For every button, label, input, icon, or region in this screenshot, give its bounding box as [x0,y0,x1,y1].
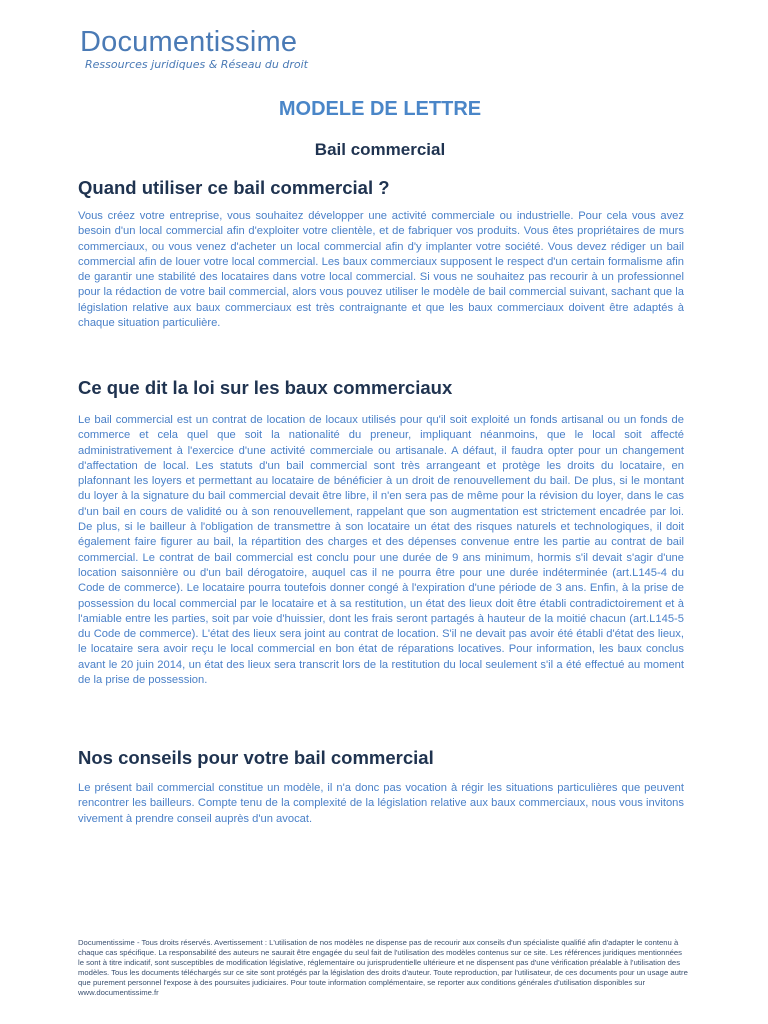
section-heading: Quand utiliser ce bail commercial ? [78,177,390,198]
section-when-to-use [78,177,684,331]
section-advice [78,747,684,827]
section-body: Vous créez votre entreprise, vous souhaitez développer une activité commerciale ou industrielle. Pour cela vous avez besoin d'un local commercial afin d'exploiter votre clientèle, et de fabriquer vos produits. Vous êtes propriétaires de murs commerciaux, ou vous venez d'acheter un local commercial afin d'y implanter votre société. Vous devez rédiger un bail commercial afin de louer votre local commercial. Les baux commerciaux supposent le respect d'un certain formalisme afin de garantir une stabilité des locataires dans votre local commercial. Si vous ne souhaitez pas recourir à un professionnel pour la rédaction de votre bail commercial, alors vous pouvez utiliser le modèle de bail commercial suivant, sachant que la législation relative aux baux commerciaux est très contraignante et que les baux commerciaux doivent être adaptés à chaque situation particulière. [78,210,684,330]
section-body: Le bail commercial est un contrat de location de locaux utilisés pour qu'il soit exploité un fonds artisanal ou un fonds de commerce et cela quel que soit la nationalité du preneur, impliquant néanmoins, que le local soit affecté administrativement à l'exercice d'une activité commerciale ou artisanale. A défaut, il faudra opter pour un changement d'affectation de local. Les statuts d'un bail commercial sont très arrangeant et protège les droits du locataire, en plafonnant les loyers et permettant au locataire de bénéficier à un droit de renouvellement du bail. De plus, si le montant du loyer à la signature du bail commercial devait être libre, il n'en sera pas de même pour la révision du loyer, dans le cas d'un bail en cours de validité ou à son renouvellement, rappelant que son augmentation est strictement encadrée par loi. De plus, si le bailleur à l'obligation de transmettre à son locataire un état des risques naturels et technologiques, il doit également faire figurer au bail, la répartition des charges et des dépenses convenue entre les partie au contrat de bail commercial. Le contrat de bail commercial est conclu pour une durée de 9 ans minimum, hormis s'il devait s'agir d'une location saisonnière ou d'un bail dérogatoire, auquel cas il ne pourra être pour une durée indéterminée (art.L145-4 du Code de commerce). Le locataire pourra toutefois donner congé à l'expiration d'une période de 3 ans. Enfin, à la prise de possession du local commercial par le locataire et à sa restitution, un état des lieux doit être établi contradictoirement et à l'amiable entre les parties, soit par voie d'huissier, dont les frais seront partagés à hauteur de la moitié chacun (art.L145-5 du Code de commerce). L'état des lieux sera joint au contrat de location. S'il ne devait pas avoir été établi d'état des lieux, le locataire sera avoir reçu le local commercial en bon état de réparations locatives. Pour information, les baux conclus avant le 20 juin 2014, un état des lieux sera transcrit lors de la restitution du local seulement s'il a été effectué au moment de la prise de possession. [78,414,684,687]
section-heading: Ce que dit la loi sur les baux commerciaux [78,377,453,398]
legal-footer: Documentissime - Tous droits réservés. Avertissement : L'utilisation de nos modèles ne dispense pas de recourir aux conseils d'un spécialiste qualifié afin d'adapter le contenu à chaque cas spécifique. La responsabilité des auteurs ne saurait être engagée du seul fait de l'utilisation des modèles contenus sur ce site. Les références juridiques mentionnées le sont à titre indicatif, sont susceptibles de modification législative, réglementaire ou jurisprudentielle ultérieure et ne dispensent pas d'une vérification préalable à l'utilisation des modèles. Tous les documents téléchargés sur ce site sont protégés par la législation des droits d'auteur. Toute reproduction, par l'utilisateur, de ces documents pour un usage autre que purement personnel l'expose à des poursuites judiciaires. Pour toute information complémentaire, se reporter aux conditions générales d'utilisation disponibles sur www.documentissime.fr [78,938,688,997]
document-type-heading: MODELE DE LETTRE [278,98,482,120]
document-title: Bail commercial [314,140,446,159]
section-law [78,377,684,688]
section-heading: Nos conseils pour votre bail commercial [78,747,434,768]
logo-tagline: Ressources juridiques & Réseau du droit [85,58,308,71]
section-body: Le présent bail commercial constitue un modèle, il n'a donc pas vocation à régir les situations particulières que peuvent rencontrer les bailleurs. Compte tenu de la complexité de la législation relative aux baux commerciaux, nous vous invitons vivement à prendre conseil auprès d'un avocat. [78,782,684,825]
documentissime-logo [80,26,308,72]
logo-name: Documentissime [80,26,298,58]
